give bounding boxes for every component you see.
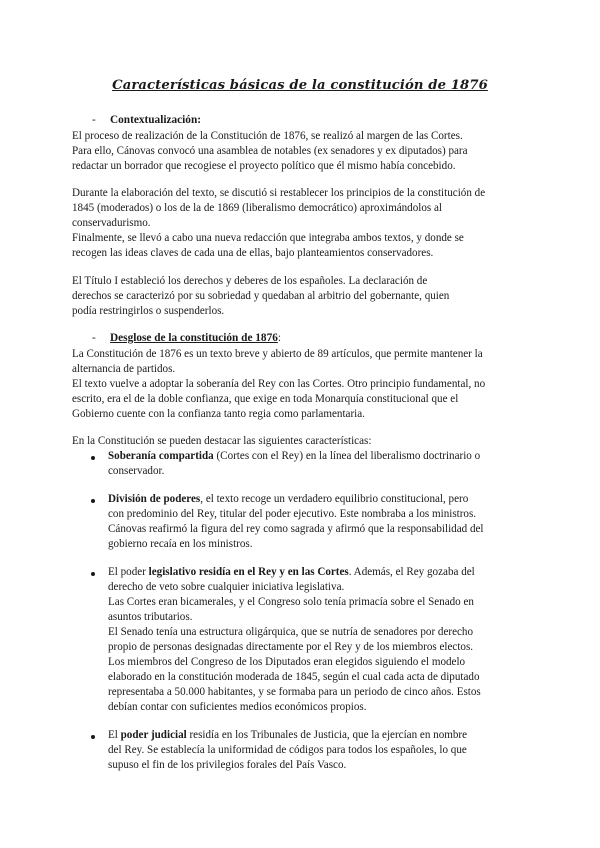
document-title: Características básicas de la constitución de 1876 [112, 78, 488, 93]
paragraph-line: 1845 (moderados) o los de la de 1869 (liberalismo democrático) aproximándolos al [72, 202, 442, 214]
paragraph-line: derechos se caracterizó por su sobriedad y quedaban al arbitrio del gobernante, quien [72, 290, 450, 302]
bullet-line: gobierno recaía en los ministros. [108, 538, 253, 550]
paragraph-line: El texto vuelve a adoptar la soberanía del Rey con las Cortes. Otro principio fundamental, no [72, 378, 486, 390]
bullet-bold-text: División de poderes [108, 493, 201, 505]
bullet-bold-text: poder judicial [120, 729, 187, 741]
bullet-line: representaba a 50.000 habitantes, y se formaba para un periodo de cinco años. Estos [108, 686, 481, 698]
heading-colon: : [277, 332, 282, 344]
bullet-line: derecho de veto sobre cualquier iniciativa legislativa. [108, 581, 345, 593]
heading-text: Desglose de la constitución de 1876 [110, 332, 278, 344]
bullet-prefix: El poder [108, 566, 149, 578]
bullet-dot-icon [91, 572, 95, 576]
bullet-line: elaborado en la constitución moderada de 1845, según el cual cada acta de diputado [108, 671, 480, 683]
paragraph-line: En la Constitución se pueden destacar las siguientes características: [72, 435, 372, 447]
bullet-division [108, 492, 468, 507]
bullet-bold-text: legislativo residía en el Rey y en las Cortes [148, 566, 349, 578]
bullet-dot-icon [91, 456, 95, 460]
bullet-judicial [108, 728, 467, 743]
paragraph-line: La Constitución de 1876 es un texto breve y abierto de 89 artículos, que permite mantener la [72, 348, 483, 360]
bullet-line: del Rey. Se establecía la uniformidad de códigos para todos los españoles, lo que [108, 744, 467, 756]
bullet-soberania [108, 449, 480, 464]
bullet-line: con predominio del Rey, titular del poder ejecutivo. Este nombraba a los ministros. [108, 508, 477, 520]
bullet-text: residía en los Tribunales de Justicia, que la ejercían en nombre [186, 729, 468, 741]
bullet-bold-text: Soberanía compartida [108, 450, 214, 462]
bullet-line: Las Cortes eran bicamerales, y el Congreso solo tenía primacía sobre el Senado en [108, 596, 474, 608]
bullet-text: (Cortes con el Rey) en la línea del liberalismo doctrinario o [213, 450, 481, 462]
bullet-dot-icon [91, 735, 95, 739]
paragraph-line: El proceso de realización de la Constitución de 1876, se realizó al margen de las Cortes. [72, 130, 463, 142]
paragraph-line: Durante la elaboración del texto, se discutió si restablecer los principios de la constitución de [72, 187, 486, 199]
heading-desglose [92, 331, 281, 346]
heading-contextualizacion [92, 113, 201, 128]
paragraph-line: alternancia de partidos. [72, 363, 176, 375]
bullet-line: El Senado tenía una estructura oligárquica, que se nutría de senadores por derecho [108, 626, 474, 638]
paragraph-line: escrito, era el de la doble confianza, que exige en toda Monarquía constitucional que el [72, 393, 459, 405]
paragraph-line: El Título I estableció los derechos y deberes de los españoles. La declaración de [72, 275, 428, 287]
bullet-line: Cánovas reafirmó la figura del rey como sagrada y afirmó que la responsabilidad del [108, 523, 484, 535]
bullet-line: debían contar con suficientes medios económicos propios. [108, 701, 367, 713]
paragraph-line: Gobierno cuente con la confianza tanto regia como parlamentaria. [72, 408, 365, 420]
heading-text: Contextualización: [110, 114, 201, 126]
paragraph-line: podía restringirlos o suspenderlos. [72, 305, 225, 317]
paragraph-line: redactar un borrador que recogiese el proyecto político que él mismo había concebido. [72, 160, 456, 172]
bullet-line: conservador. [108, 465, 165, 477]
bullet-text: , el texto recoge un verdadero equilibrio constitucional, pero [200, 493, 469, 505]
heading-dash: - [92, 114, 96, 126]
paragraph-line: Finalmente, se llevó a cabo una nueva redacción que integraba ambos textos, y donde se [72, 232, 464, 244]
bullet-line: supuso el fin de los privilegios forales del País Vasco. [108, 759, 347, 771]
bullet-line: propio de personas designadas directamente por el Rey y de los miembros electos. [108, 641, 474, 653]
bullet-prefix: El [108, 729, 121, 741]
bullet-dot-icon [91, 499, 95, 503]
bullet-line: asuntos tributarios. [108, 611, 193, 623]
paragraph-line: recogen las ideas claves de cada una de ellas, bajo planteamientos conservadores. [72, 247, 434, 259]
bullet-line: Los miembros del Congreso de los Diputados eran elegidos siguiendo el modelo [108, 656, 466, 668]
bullet-legislativo [108, 565, 475, 580]
paragraph-line: Para ello, Cánovas convocó una asamblea de notables (ex senadores y ex diputados) para [72, 145, 468, 157]
paragraph-line: conservadurismo. [72, 217, 151, 229]
heading-dash: - [92, 332, 96, 344]
bullet-text: . Además, el Rey gozaba del [348, 566, 475, 578]
